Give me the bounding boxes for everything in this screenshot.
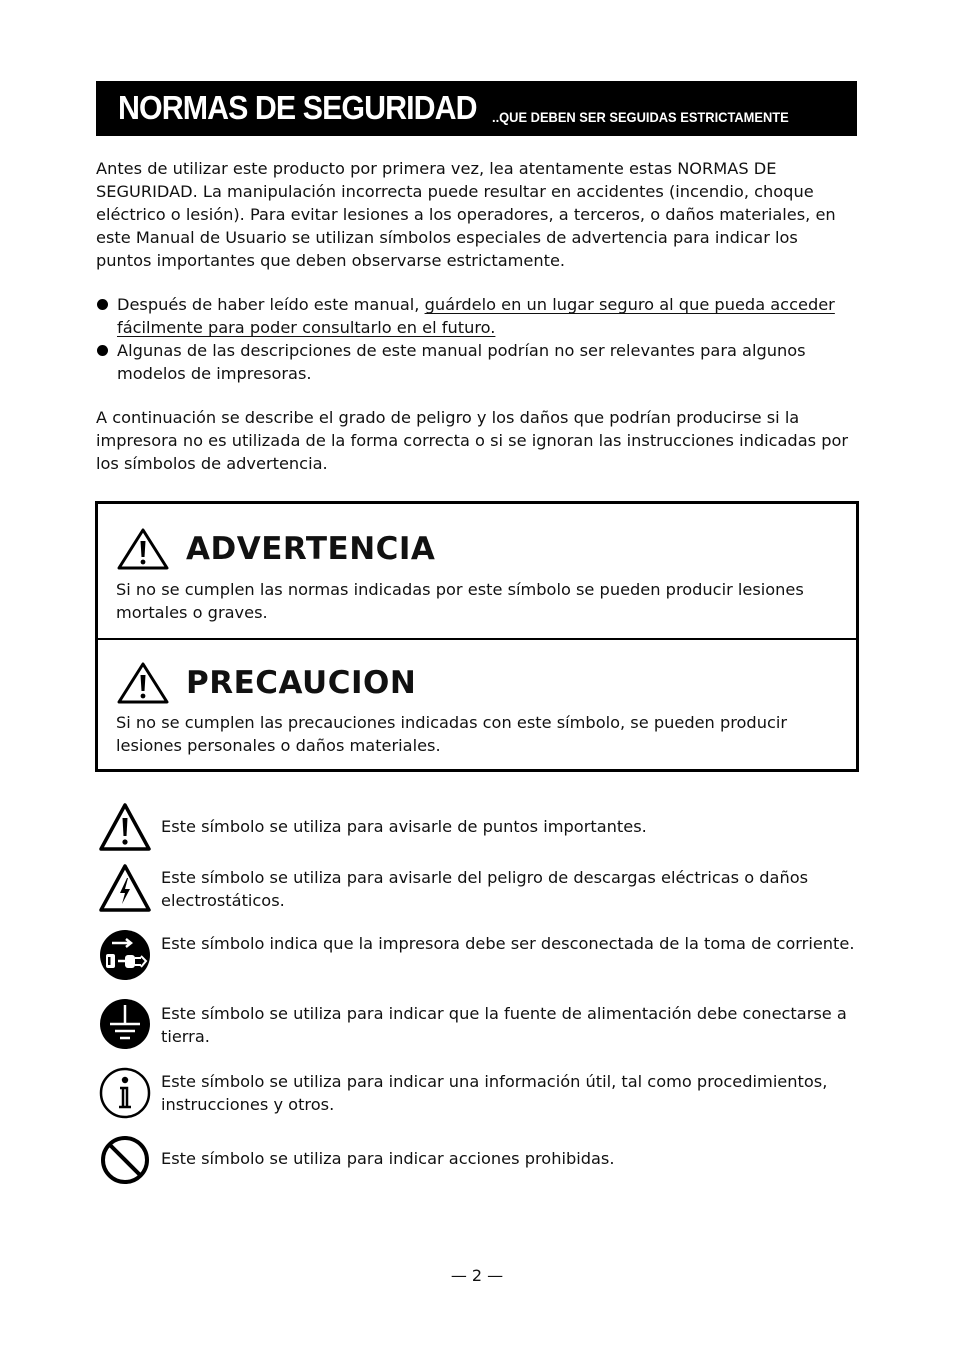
electric-shock-triangle-icon (98, 862, 152, 916)
bullet-icon (97, 345, 108, 356)
intro-paragraph: Antes de utilizar este producto por primera vez, lea atentamente estas NORMAS DE SEGURIDAD. La manipulación incorrecta puede resultar en accidentes (incendio, choque eléctrico o lesión). Para evitar lesiones a los operadores, a terceros, o daños materiales, en este Manual de Usuario se utilizan símbolos especiales de advertencia para indicar los puntos importantes que deben observarse estrictamente. (96, 159, 836, 270)
warning-heading (116, 527, 435, 571)
unplug-icon (98, 928, 152, 982)
prohibited-icon (98, 1133, 152, 1187)
symbol-text: Este símbolo indica que la impresora debe ser desconectada de la toma de corriente. (161, 934, 855, 953)
caution-heading (116, 661, 416, 705)
bullet-text: Después de haber leído este manual, (117, 295, 425, 314)
symbol-text: Este símbolo se utiliza para indicar que la fuente de alimentación debe conectarse a tierra. (161, 1004, 847, 1046)
warning-title: ADVERTENCIA (186, 531, 436, 567)
hazard-levels-box (95, 501, 859, 772)
hazard-description: A continuación se describe el grado de peligro y los daños que podrían producirse si la impresora no es utilizada de la forma correcta o si se ignoran las instrucciones indicadas por los símbolos de advertencia. (96, 408, 849, 473)
list-item (96, 339, 858, 385)
warning-section (98, 504, 856, 640)
bullet-underlined-text: guárdelo en un lugar seguro al que pueda acceder fácilmente para poder consultarlo en el futuro. (117, 295, 835, 337)
caution-triangle-icon (116, 661, 170, 705)
caution-title: PRECAUCION (186, 665, 417, 701)
section-title-bar (96, 81, 857, 136)
symbol-text: Este símbolo se utiliza para avisarle de puntos importantes. (161, 817, 647, 836)
caution-text: Si no se cumplen las precauciones indicadas con este símbolo, se pueden producir lesiones personales o daños materiales. (116, 713, 788, 755)
warning-text: Si no se cumplen las normas indicadas por este símbolo se pueden producir lesiones mortales o graves. (116, 580, 804, 622)
info-icon (98, 1066, 152, 1120)
ground-icon (98, 997, 152, 1051)
page-title: NORMAS DE SEGURIDAD (118, 89, 477, 126)
warning-triangle-icon (116, 527, 170, 571)
caution-section (98, 639, 856, 769)
exclamation-triangle-icon (98, 801, 152, 855)
symbol-text: Este símbolo se utiliza para indicar una información útil, tal como procedimientos, instrucciones y otros. (161, 1072, 828, 1114)
page-number: — 2 — (450, 1266, 504, 1285)
bullet-icon (97, 299, 108, 310)
symbol-text: Este símbolo se utiliza para avisarle del peligro de descargas eléctricas o daños electrostáticos. (161, 868, 809, 910)
page-subtitle: ..QUE DEBEN SER SEGUIDAS ESTRICTAMENTE (491, 109, 789, 125)
symbol-text: Este símbolo se utiliza para indicar acciones prohibidas. (161, 1149, 615, 1168)
bullet-list (96, 293, 858, 385)
list-item (96, 293, 858, 339)
bullet-text: Algunas de las descripciones de este manual podrían no ser relevantes para algunos modelos de impresoras. (117, 341, 806, 383)
